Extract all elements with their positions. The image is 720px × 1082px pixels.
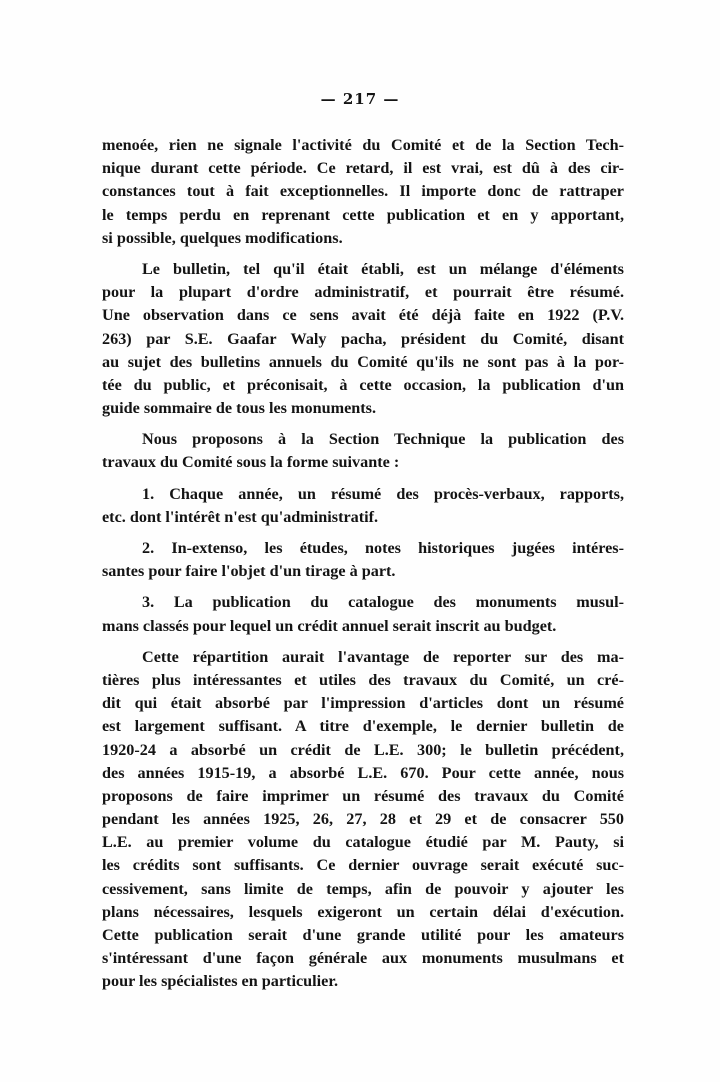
- paragraph: [102, 483, 624, 529]
- text-line: constances tout à fait exceptionnelles. Il importe donc de rattraper: [102, 182, 624, 201]
- paragraph: [102, 258, 624, 420]
- paragraph: [102, 428, 624, 474]
- text-line: Nous proposons à la Section Technique la publication des: [142, 430, 624, 449]
- text-line: Le bulletin, tel qu'il était établi, est un mélange d'éléments: [142, 259, 624, 278]
- text-line: nique durant cette période. Ce retard, il est vrai, est dû à des cir-: [102, 159, 624, 178]
- paragraph-gap: [102, 420, 624, 428]
- text-line: des années 1915-19, a absorbé L.E. 670. Pour cette année, nous: [102, 763, 624, 782]
- text-line: 1920-24 a absorbé un crédit de L.E. 300; le bulletin précédent,: [102, 740, 624, 759]
- paragraph-gap: [102, 250, 624, 258]
- text-line: 2. In-extenso, les études, notes historiques jugées intéres-: [142, 539, 624, 557]
- text-line: les crédits sont suffisants. Ce dernier ouvrage serait exécuté suc-: [102, 856, 624, 875]
- text-line: etc. dont l'intérêt n'est qu'administratif.: [102, 507, 379, 526]
- paragraph-gap: [102, 475, 624, 483]
- text-line: Cette répartition aurait l'avantage de reporter sur des ma-: [142, 647, 624, 666]
- text-line: si possible, quelques modifications.: [102, 228, 343, 247]
- paragraph: [102, 134, 624, 250]
- text-line: pendant les années 1925, 26, 27, 28 et 29 et de consacrer 550: [102, 810, 624, 829]
- text-line: s'intéressant d'une façon générale aux monuments musulmans et: [102, 949, 624, 968]
- text-line: menoée, rien ne signale l'activité du Comité et de la Section Tech-: [102, 136, 624, 154]
- text-line: pour les spécialistes en particulier.: [102, 972, 339, 991]
- text-line: guide sommaire de tous les monuments.: [102, 399, 376, 418]
- text-line: tée du public, et préconisait, à cette occasion, la publication d'un: [102, 375, 624, 394]
- text-line: santes pour faire l'objet d'un tirage à part.: [102, 562, 396, 581]
- text-line: est largement suffisant. A titre d'exemple, le dernier bulletin de: [102, 717, 624, 736]
- text-line: Cette publication serait d'une grande utilité pour les amateurs: [102, 926, 624, 944]
- text-line: le temps perdu en reprenant cette publication et en y apportant,: [102, 205, 624, 224]
- paragraph: [102, 591, 624, 637]
- text-line: 1. Chaque année, un résumé des procès-verbaux, rapports,: [142, 484, 624, 503]
- text-line: Une observation dans ce sens avait été déjà faite en 1922 (P.V.: [102, 306, 624, 325]
- paragraph-gap: [102, 529, 624, 537]
- text-line: tières plus intéressantes et utiles des travaux du Comité, un cré-: [102, 670, 624, 689]
- text-line: mans classés pour lequel un crédit annuel serait inscrit au budget.: [102, 616, 557, 635]
- text-line: pour la plupart d'ordre administratif, et pourrait être résumé.: [102, 283, 624, 302]
- text-line: au sujet des bulletins annuels du Comité qu'ils ne sont pas à la por-: [102, 352, 624, 371]
- text-line: 3. La publication du catalogue des monuments musul-: [142, 593, 624, 612]
- paragraph: [102, 646, 624, 994]
- text-line: cessivement, sans limite de temps, afin de pouvoir y ajouter les: [102, 879, 624, 898]
- text-line: dit qui était absorbé par l'impression d'articles dont un résumé: [102, 694, 624, 713]
- page-number: — 217 —: [320, 90, 400, 108]
- paragraph: [102, 537, 624, 583]
- body-text: [102, 134, 624, 994]
- text-line: proposons de faire imprimer un résumé des travaux du Comité: [102, 786, 624, 805]
- text-line: L.E. au premier volume du catalogue étudié par M. Pauty, si: [102, 833, 624, 852]
- text-line: 263) par S.E. Gaafar Waly pacha, président du Comité, disant: [102, 329, 624, 348]
- paragraph-gap: [102, 583, 624, 591]
- text-line: travaux du Comité sous la forme suivante :: [102, 453, 400, 472]
- text-line: plans nécessaires, lesquels exigeront un certain délai d'exécution.: [102, 902, 624, 921]
- paragraph-gap: [102, 638, 624, 646]
